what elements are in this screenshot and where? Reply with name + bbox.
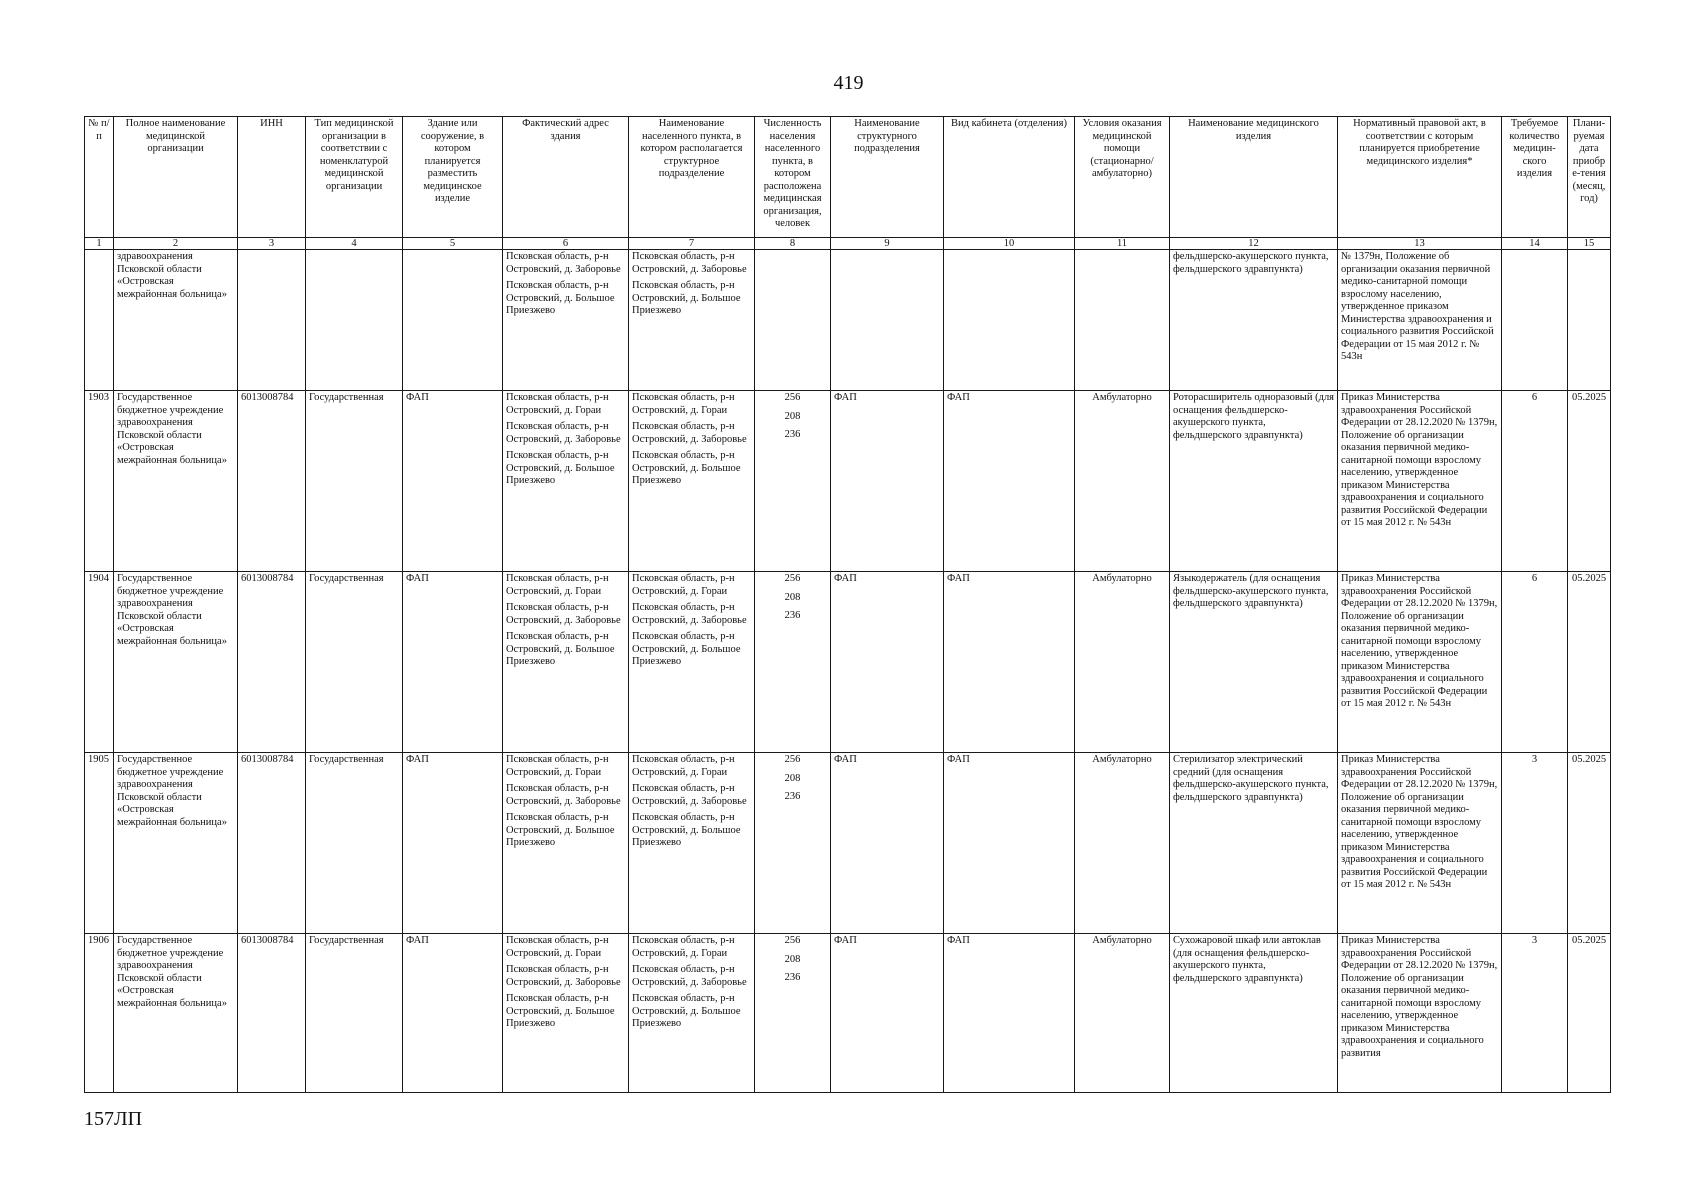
row-number-cell (85, 250, 114, 391)
address-line: Псковская область, р-н Островский, д. Большое Приезжево (506, 280, 615, 316)
column-number: 3 (238, 238, 306, 250)
address-line: Псковская область, р-н Островский, д. Большое Приезжево (506, 812, 615, 848)
locality-line: Псковская область, р-н Островский, д. Гораи (632, 573, 735, 597)
locality-line: Псковская область, р-н Островский, д. Заборовье (632, 251, 747, 275)
org-type-cell: Государственная (306, 753, 403, 934)
population-value: 208 (784, 410, 801, 422)
address-cell (503, 934, 629, 1093)
locality-cell (629, 391, 755, 572)
building-cell (403, 250, 503, 391)
population-cell (755, 572, 831, 753)
address-line: Псковская область, р-н Островский, д. Заборовье (506, 783, 621, 807)
locality-cell (629, 572, 755, 753)
column-number: 8 (755, 238, 831, 250)
locality-line: Псковская область, р-н Островский, д. Заборовье (632, 783, 747, 807)
locality-line: Псковская область, р-н Островский, д. Большое Приезжево (632, 812, 741, 848)
row-number-cell: 1904 (85, 572, 114, 753)
building-cell: ФАП (403, 934, 503, 1093)
locality-cell (629, 250, 755, 391)
column-number: 9 (831, 238, 944, 250)
row-number-cell: 1905 (85, 753, 114, 934)
column-number: 4 (306, 238, 403, 250)
cabinet-cell: ФАП (944, 934, 1075, 1093)
inn-cell: 6013008784 (238, 934, 306, 1093)
header-cell: Нормативный правовой акт, в соответствии с которым планируется приобретение медицинского изделия* (1338, 117, 1502, 238)
legal-act-cell: Приказ Министерства здравоохранения Российской Федерации от 28.12.2020 № 1379н, Положение об организации оказания первичной медико-санитарной помощи взрослому населению, утвержденное приказом Министерства здравоохранения и социального развития Российской Федерации от 15 мая 2012 г. № 543н (1338, 753, 1502, 934)
device-cell: фельдшерско-акушерского пункта, фельдшерского здравпункта) (1170, 250, 1338, 391)
header-cell: Здание или сооружение, в котором планируется разместить медицинское изделие (403, 117, 503, 238)
document-code: 157ЛП (84, 1108, 143, 1130)
row-number-cell: 1906 (85, 934, 114, 1093)
header-cell: ИНН (238, 117, 306, 238)
date-cell: 05.2025 (1568, 572, 1611, 753)
org-type-cell: Государственная (306, 572, 403, 753)
population-value: 208 (784, 953, 801, 965)
column-number: 2 (114, 238, 238, 250)
population-value: 208 (784, 772, 801, 784)
inn-cell: 6013008784 (238, 572, 306, 753)
header-cell: Полное наименование медицинской организации (114, 117, 238, 238)
device-cell: Стерилизатор электрический средний (для оснащения фельдшерско-акушерского пункта, фельдшерского здравпункта) (1170, 753, 1338, 934)
division-cell: ФАП (831, 934, 944, 1093)
table-row (85, 934, 1611, 1093)
column-number: 5 (403, 238, 503, 250)
locality-line: Псковская область, р-н Островский, д. Большое Приезжево (632, 631, 741, 667)
population-value: 236 (784, 791, 801, 802)
address-line: Псковская область, р-н Островский, д. Заборовье (506, 421, 621, 445)
population-cell (755, 391, 831, 572)
division-cell: ФАП (831, 572, 944, 753)
address-line: Псковская область, р-н Островский, д. Заборовье (506, 964, 621, 988)
address-line: Псковская область, р-н Островский, д. Заборовье (506, 602, 621, 626)
org-name-cell: Государственное бюджетное учреждение здравоохранения Псковской области «Островская межрайонная больница» (114, 753, 238, 934)
legal-act-cell: Приказ Министерства здравоохранения Российской Федерации от 28.12.2020 № 1379н, Положение об организации оказания первичной медико-санитарной помощи взрослому населению, утвержденное приказом Министерства здравоохранения и социального развития (1338, 934, 1502, 1093)
header-cell: № п/п (85, 117, 114, 238)
inn-cell: 6013008784 (238, 391, 306, 572)
population-value: 256 (784, 573, 801, 584)
page-number: 419 (833, 72, 864, 94)
address-line: Псковская область, р-н Островский, д. Большое Приезжево (506, 993, 615, 1029)
device-cell: Сухожаровой шкаф или автоклав (для оснащения фельдшерско-акушерского пункта, фельдшерского здравпункта) (1170, 934, 1338, 1093)
locality-line: Псковская область, р-н Островский, д. Гораи (632, 392, 735, 416)
address-line: Псковская область, р-н Островский, д. Гораи (506, 754, 609, 778)
conditions-cell: Амбулаторно (1075, 391, 1170, 572)
conditions-cell (1075, 250, 1170, 391)
population-value: 236 (784, 610, 801, 621)
header-cell: Наименование населенного пункта, в котором располагается структурное подразделение (629, 117, 755, 238)
quantity-cell (1502, 250, 1568, 391)
quantity-cell: 6 (1502, 391, 1568, 572)
locality-cell (629, 753, 755, 934)
header-cell: Наименование структурного подразделения (831, 117, 944, 238)
column-number-row (85, 238, 1611, 250)
table-row (85, 391, 1611, 572)
org-name-cell: Государственное бюджетное учреждение здравоохранения Псковской области «Островская межрайонная больница» (114, 934, 238, 1093)
address-line: Псковская область, р-н Островский, д. Гораи (506, 573, 609, 597)
legal-act-cell: № 1379н, Положение об организации оказания первичной медико-санитарной помощи взрослому населению, утвержденное приказом Министерства здравоохранения и социального развития Российской Федерации от 15 мая 2012 г. № 543н (1338, 250, 1502, 391)
column-number: 12 (1170, 238, 1338, 250)
population-value: 208 (784, 591, 801, 603)
inn-cell (238, 250, 306, 391)
locality-cell (629, 934, 755, 1093)
conditions-cell: Амбулаторно (1075, 934, 1170, 1093)
date-cell: 05.2025 (1568, 934, 1611, 1093)
population-value: 236 (784, 972, 801, 983)
column-number: 10 (944, 238, 1075, 250)
building-cell: ФАП (403, 391, 503, 572)
header-cell: Вид кабинета (отделения) (944, 117, 1075, 238)
date-cell (1568, 250, 1611, 391)
table-row (85, 753, 1611, 934)
address-line: Псковская область, р-н Островский, д. Большое Приезжево (506, 631, 615, 667)
column-number: 14 (1502, 238, 1568, 250)
locality-line: Псковская область, р-н Островский, д. Большое Приезжево (632, 993, 741, 1029)
legal-act-cell: Приказ Министерства здравоохранения Российской Федерации от 28.12.2020 № 1379н, Положение об организации оказания первичной медико-санитарной помощи взрослому населению, утвержденное приказом Министерства здравоохранения и социального развития Российской Федерации от 15 мая 2012 г. № 543н (1338, 391, 1502, 572)
population-cell (755, 753, 831, 934)
cabinet-cell (944, 250, 1075, 391)
conditions-cell: Амбулаторно (1075, 753, 1170, 934)
locality-line: Псковская область, р-н Островский, д. Большое Приезжево (632, 450, 741, 486)
legal-act-cell: Приказ Министерства здравоохранения Российской Федерации от 28.12.2020 № 1379н, Положение об организации оказания первичной медико-санитарной помощи взрослому населению, утвержденное приказом Министерства здравоохранения и социального развития Российской Федерации от 15 мая 2012 г. № 543н (1338, 572, 1502, 753)
header-cell: Численность населения населенного пункта, в котором расположена медицинская организация, человек (755, 117, 831, 238)
header-cell: Плани-руемая дата приобре-тения (месяц, год) (1568, 117, 1611, 238)
cabinet-cell: ФАП (944, 572, 1075, 753)
population-value: 256 (784, 392, 801, 403)
building-cell: ФАП (403, 572, 503, 753)
locality-line: Псковская область, р-н Островский, д. Заборовье (632, 421, 747, 445)
population-value: 236 (784, 429, 801, 440)
population-value: 256 (784, 754, 801, 765)
header-cell: Наименование медицинского изделия (1170, 117, 1338, 238)
conditions-cell: Амбулаторно (1075, 572, 1170, 753)
header-cell: Фактический адрес здания (503, 117, 629, 238)
header-row (85, 117, 1611, 238)
population-value: 256 (784, 935, 801, 946)
inn-cell: 6013008784 (238, 753, 306, 934)
locality-line: Псковская область, р-н Островский, д. Большое Приезжево (632, 280, 741, 316)
table-row (85, 572, 1611, 753)
row-number-cell: 1903 (85, 391, 114, 572)
org-name-cell: здравоохранения Псковской области «Островская межрайонная больница» (114, 250, 238, 391)
cabinet-cell: ФАП (944, 391, 1075, 572)
address-line: Псковская область, р-н Островский, д. Большое Приезжево (506, 450, 615, 486)
division-cell (831, 250, 944, 391)
division-cell: ФАП (831, 391, 944, 572)
column-number: 6 (503, 238, 629, 250)
equipment-table (84, 116, 1611, 1093)
table-row-continuation (85, 250, 1611, 391)
date-cell: 05.2025 (1568, 753, 1611, 934)
org-type-cell (306, 250, 403, 391)
org-name-cell: Государственное бюджетное учреждение здравоохранения Псковской области «Островская межрайонная больница» (114, 572, 238, 753)
address-line: Псковская область, р-н Островский, д. Гораи (506, 392, 609, 416)
locality-line: Псковская область, р-н Островский, д. Гораи (632, 754, 735, 778)
address-cell (503, 572, 629, 753)
locality-line: Псковская область, р-н Островский, д. Заборовье (632, 964, 747, 988)
org-type-cell: Государственная (306, 391, 403, 572)
quantity-cell: 6 (1502, 572, 1568, 753)
header-cell: Требуемое количество медицин-ского изделия (1502, 117, 1568, 238)
org-type-cell: Государственная (306, 934, 403, 1093)
building-cell: ФАП (403, 753, 503, 934)
header-cell: Условия оказания медицинской помощи (стационарно/ амбулаторно) (1075, 117, 1170, 238)
org-name-cell: Государственное бюджетное учреждение здравоохранения Псковской области «Островская межрайонная больница» (114, 391, 238, 572)
column-number: 7 (629, 238, 755, 250)
cabinet-cell: ФАП (944, 753, 1075, 934)
address-cell (503, 753, 629, 934)
population-cell (755, 250, 831, 391)
address-cell (503, 391, 629, 572)
locality-line: Псковская область, р-н Островский, д. Заборовье (632, 602, 747, 626)
population-cell (755, 934, 831, 1093)
address-line: Псковская область, р-н Островский, д. Гораи (506, 935, 609, 959)
column-number: 1 (85, 238, 114, 250)
column-number: 13 (1338, 238, 1502, 250)
division-cell: ФАП (831, 753, 944, 934)
header-cell: Тип медицинской организации в соответствии с номенклатурой медицинской организации (306, 117, 403, 238)
device-cell: Роторасширитель одноразовый (для оснащения фельдшерско-акушерского пункта, фельдшерского здравпункта) (1170, 391, 1338, 572)
quantity-cell: 3 (1502, 753, 1568, 934)
device-cell: Языкодержатель (для оснащения фельдшерско-акушерского пункта, фельдшерского здравпункта) (1170, 572, 1338, 753)
column-number: 11 (1075, 238, 1170, 250)
column-number: 15 (1568, 238, 1611, 250)
locality-line: Псковская область, р-н Островский, д. Гораи (632, 935, 735, 959)
date-cell: 05.2025 (1568, 391, 1611, 572)
quantity-cell: 3 (1502, 934, 1568, 1093)
address-cell (503, 250, 629, 391)
address-line: Псковская область, р-н Островский, д. Заборовье (506, 251, 621, 275)
